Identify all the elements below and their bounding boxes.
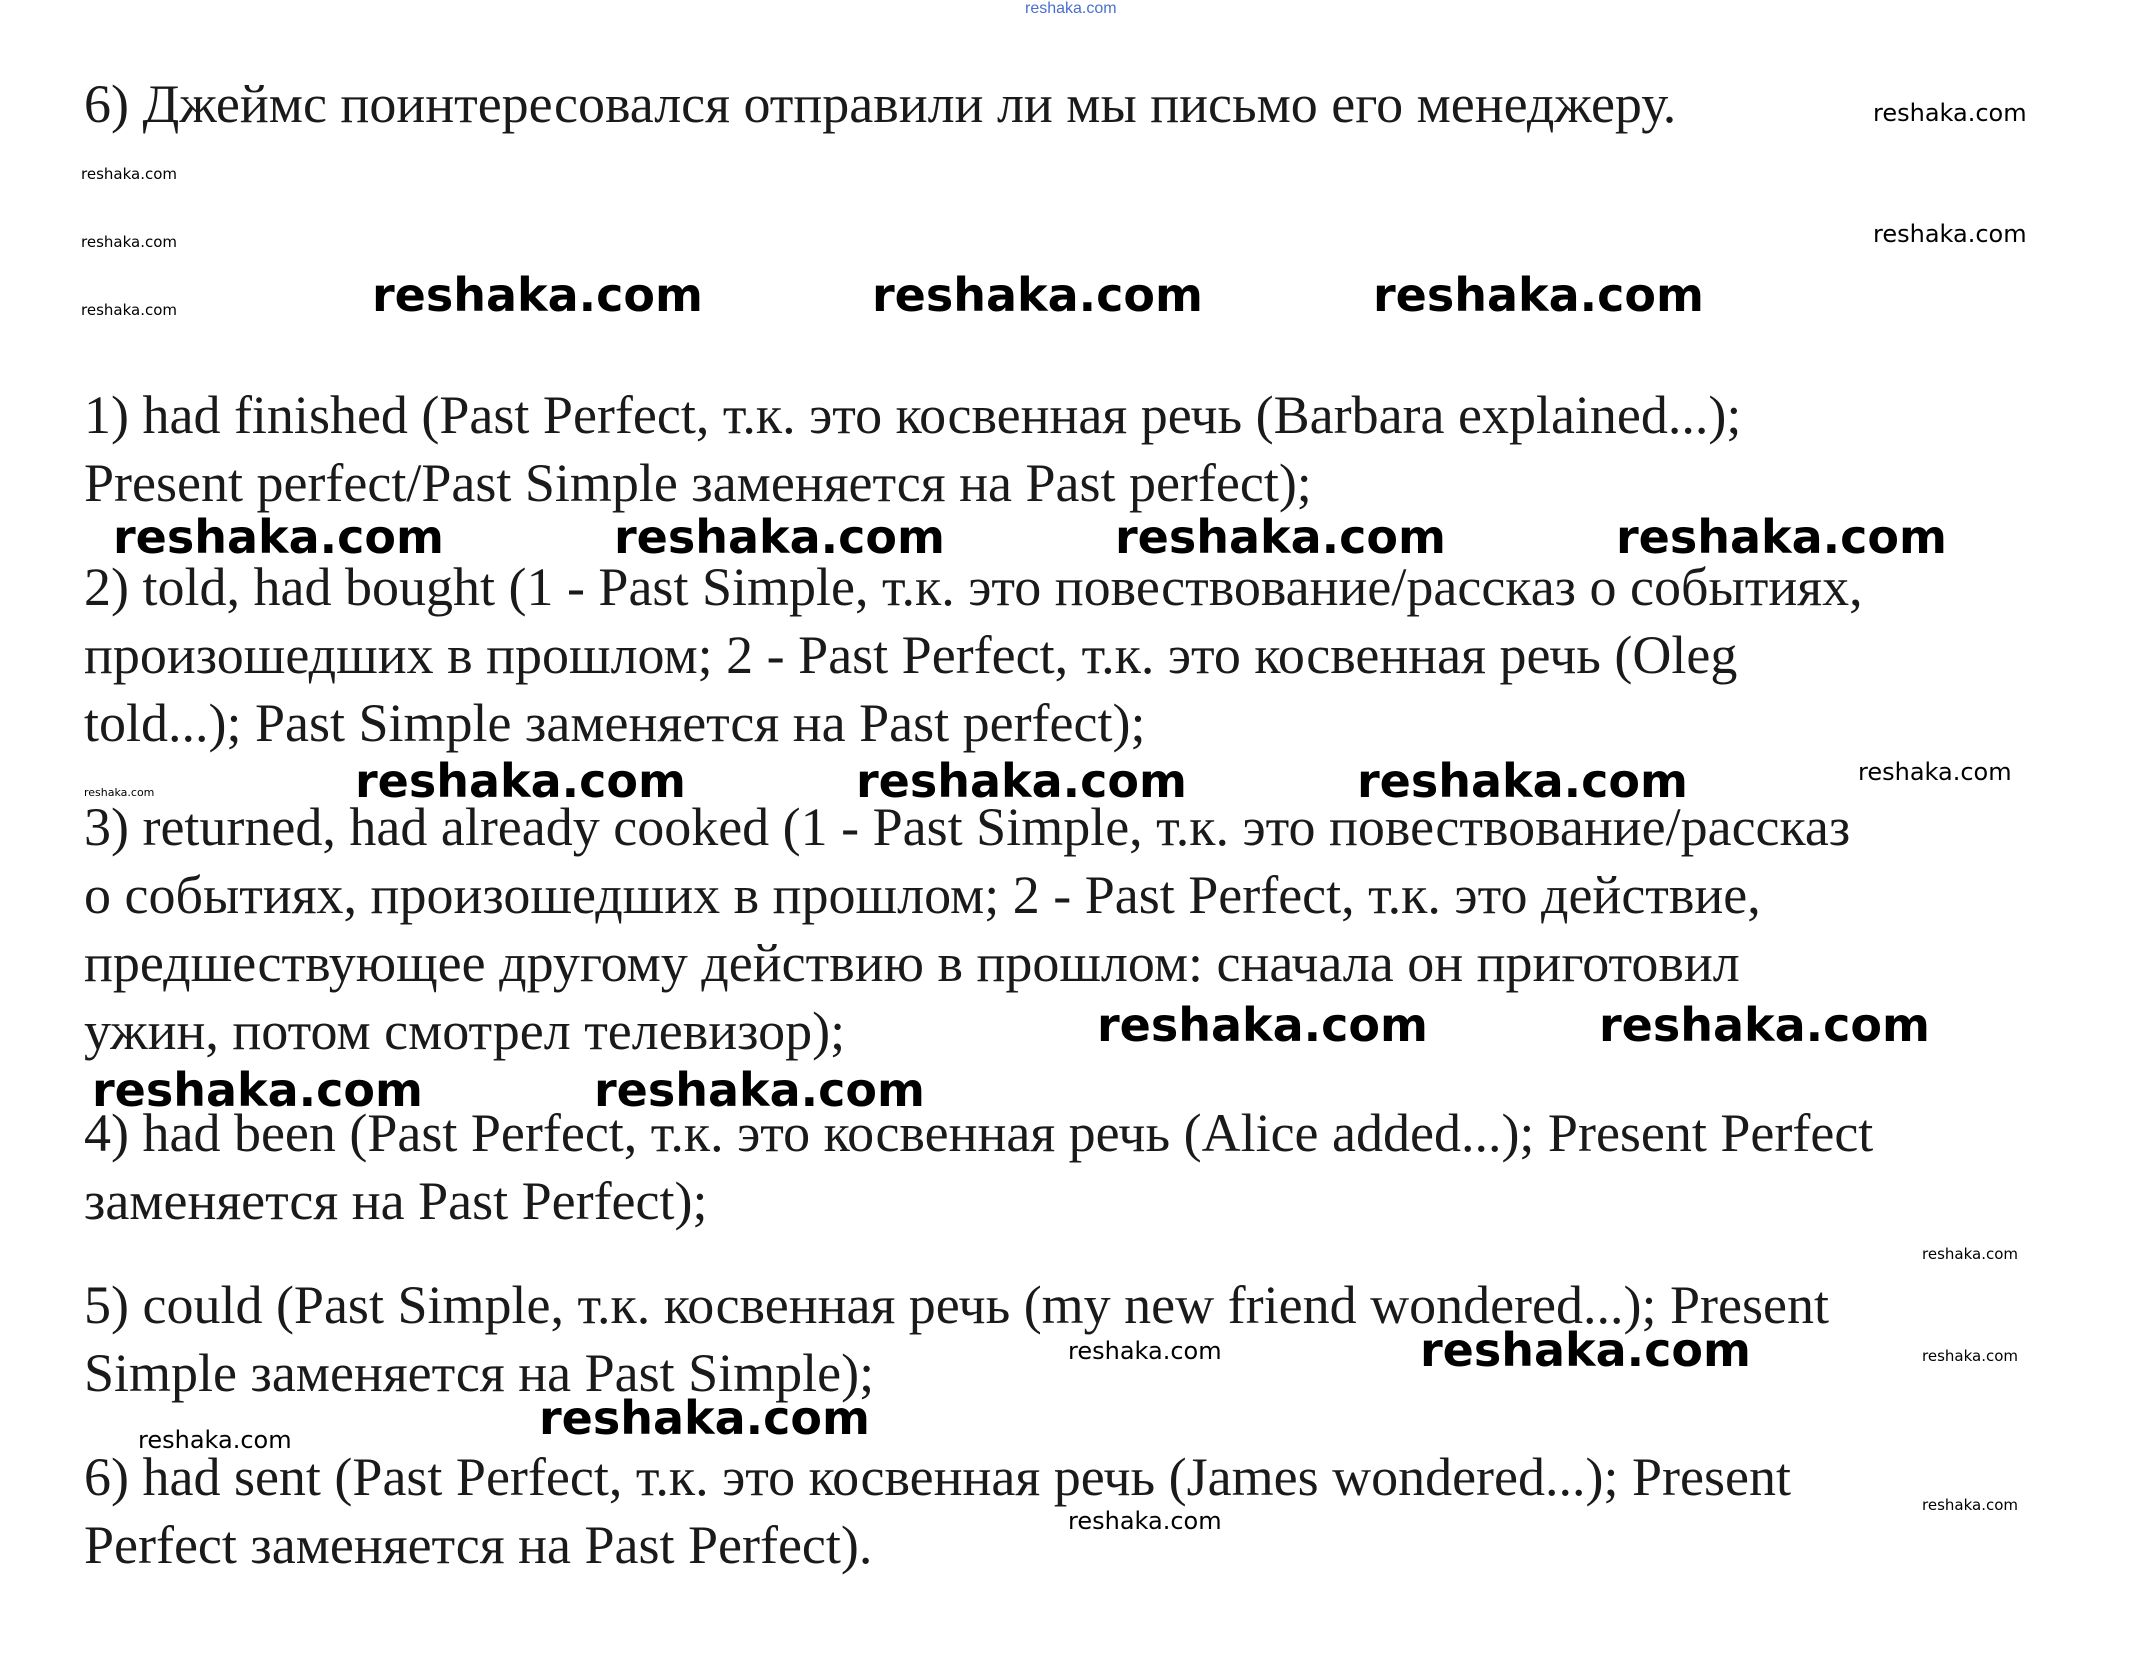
watermark: reshaka.com — [1068, 1337, 1222, 1365]
watermark: reshaka.com — [872, 268, 1203, 322]
watermark: reshaka.com — [1922, 1347, 2018, 1365]
answer-5-line-1: 5) could (Past Simple, т.к. косвенная речь (my new friend wondered...); Present — [84, 1275, 1829, 1335]
watermark: reshaka.com — [372, 268, 703, 322]
intro-line: 6) Джеймс поинтересовался отправили ли мы письмо его менеджеру. — [84, 74, 1677, 134]
watermark: reshaka.com — [113, 510, 444, 564]
watermark: reshaka.com — [92, 1063, 423, 1117]
answer-3-line-4: ужин, потом смотрел телевизор); — [84, 1001, 846, 1061]
watermark: reshaka.com — [1599, 998, 1930, 1052]
watermark: reshaka.com — [539, 1391, 870, 1445]
watermark: reshaka.com — [1097, 998, 1428, 1052]
watermark: reshaka.com — [1922, 1245, 2018, 1263]
watermark: reshaka.com — [1922, 1496, 2018, 1514]
answer-4-line-1: 4) had been (Past Perfect, т.к. это косвенная речь (Alice added...); Present Perfect — [84, 1103, 1874, 1163]
answer-3-line-1: 3) returned, had already cooked (1 - Past Simple, т.к. это повествование/рассказ — [84, 797, 1851, 857]
watermark: reshaka.com — [1873, 220, 2027, 248]
watermark: reshaka.com — [1616, 510, 1947, 564]
watermark: reshaka.com — [84, 786, 155, 799]
watermark: reshaka.com — [1115, 510, 1446, 564]
watermark: reshaka.com — [1373, 268, 1704, 322]
watermark: reshaka.com — [138, 1426, 292, 1454]
watermark: reshaka.com — [81, 233, 177, 251]
answer-6-line-1: 6) had sent (Past Perfect, т.к. это косвенная речь (James wondered...); Present — [84, 1447, 1791, 1507]
watermark: reshaka.com — [1420, 1323, 1751, 1377]
watermark: reshaka.com — [355, 754, 686, 808]
answer-2-line-1: 2) told, had bought (1 - Past Simple, т.к. это повествование/рассказ о событиях, — [84, 557, 1863, 617]
answer-4-line-2: заменяется на Past Perfect); — [84, 1171, 708, 1231]
watermark: reshaka.com — [1068, 1507, 1222, 1535]
watermark: reshaka.com — [614, 510, 945, 564]
answer-1-line-2: Present perfect/Past Simple заменяется на Past perfect); — [84, 453, 1312, 513]
watermark: reshaka.com — [81, 301, 177, 319]
answer-2-line-3: told...); Past Simple заменяется на Past perfect); — [84, 693, 1146, 753]
watermark: reshaka.com — [1025, 0, 1117, 17]
answer-5-line-2: Simple заменяется на Past Simple); — [84, 1343, 875, 1403]
watermark: reshaka.com — [594, 1063, 925, 1117]
watermark: reshaka.com — [1858, 758, 2012, 786]
answer-3-line-3: предшествующее другому действию в прошлом: сначала он приготовил — [84, 933, 1740, 993]
answer-1-line-1: 1) had finished (Past Perfect, т.к. это косвенная речь (Barbara explained...); — [84, 385, 1742, 445]
answer-3-line-2: о событиях, произошедших в прошлом; 2 - Past Perfect, т.к. это действие, — [84, 865, 1761, 925]
watermark: reshaka.com — [856, 754, 1187, 808]
answer-6-line-2: Perfect заменяется на Past Perfect). — [84, 1515, 873, 1575]
watermark: reshaka.com — [1357, 754, 1688, 808]
watermark: reshaka.com — [1873, 99, 2027, 127]
watermark: reshaka.com — [81, 165, 177, 183]
answer-2-line-2: произошедших в прошлом; 2 - Past Perfect, т.к. это косвенная речь (Oleg — [84, 625, 1738, 685]
